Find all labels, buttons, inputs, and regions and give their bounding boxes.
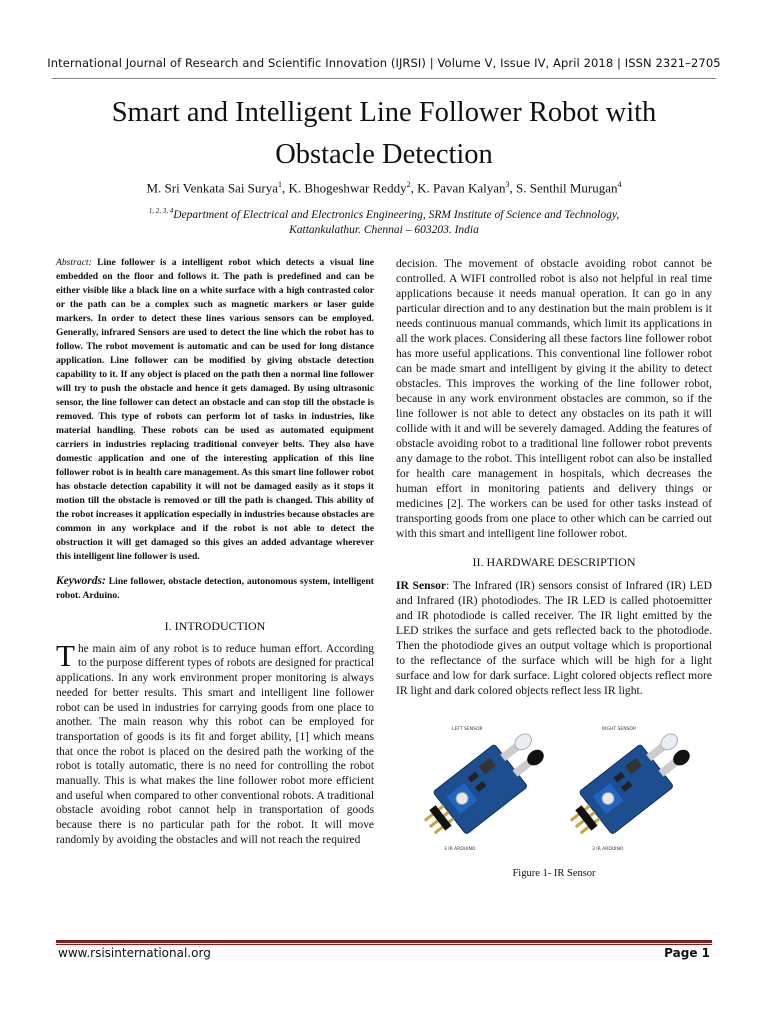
right-sensor-module [560, 724, 700, 850]
title-line-2: Obstacle Detection [275, 139, 493, 170]
left-column [56, 256, 374, 848]
footer-rule-thin [56, 944, 712, 945]
intro-dropcap: T [56, 637, 75, 673]
right-sensor-label: RIGHT SENSOR [602, 727, 637, 732]
author-2: K. Bhogeshwar Reddy [288, 180, 407, 196]
left-sensor-module [414, 724, 554, 850]
author-3: K. Pavan Kalyan [417, 180, 506, 196]
right-column [396, 256, 712, 881]
author-4: S. Senthil Murugan [516, 180, 618, 196]
right-sensor-pins: 3 IR ARDUINO [592, 847, 624, 852]
left-sensor-pins: 3 IR ARDUINO [444, 847, 476, 852]
intro-paragraph [56, 637, 374, 848]
abstract-lead: Abstract: [56, 257, 92, 268]
footer-url: www.rsisinternational.org [58, 946, 211, 960]
footer-rule-thick [56, 940, 712, 943]
hardware-heading: II. HARDWARE DESCRIPTION [472, 555, 636, 569]
abstract [56, 256, 374, 564]
ir-sensor-text: : The Infrared (IR) sensors consist of Infrared (IR) LED and Infrared (IR) photodiodes. The IR LED is called photoemitter and IR photodiode is called receiver. The IR light emitted by the LED strikes the surface and gets reflected back to the photodiode. Then the photodiode gives an output voltage which is proportional to the reflectance of the surface which will be high for a light surface and low for dark surface. Light colored objects reflect more IR light and dark colored objects reflect less IR light. [396, 579, 712, 697]
author-2-sup: 2 [406, 180, 411, 189]
authors: M. Sri Venkata Sai Surya$^1$, K. Bhogeshwar Reddy$^2$, K. Pavan Kalyan$^3$, S. Senthil Murugan$^4$ [146, 180, 622, 196]
affiliation [40, 204, 728, 238]
intro-heading: I. INTRODUCTION [164, 619, 266, 633]
paper-title [40, 92, 728, 176]
abstract-text: Line follower is a intelligent robot which detects a visual line embedded on the floor and follows it. The path is predefined and can be either visible like a black line on a white surface with a high contrasted color or the path can be a complex such as magnetic markers or laser guide markers. In order to detect these lines various sensors can be employed. Generally, infrared Sensors are used to detect the line which the robot has to follow. The robot movement is automatic and can be used for long distance application. Line follower can be modified by giving obstacle detection capability to it. If any object is placed on the path then a normal line follower will try to push the obstacle and hence it gets damaged. By using ultrasonic sensor, the line follower can detect an obstacle and can stop till the obstacle is removed. This type of robots can perform lot of tasks in industries, like material handling. These robots can be used as automated equipment carriers in industries replacing traditional conveyer belts. They also have domestic application and one of the interesting application of this line follower robot is in health care management. As this smart line follower robot has obstacle detection capability it will not be damaged easily as it stops it motion till the obstacle is removed or till the path is changed. This ability of the robot increases it application especially in industries because obstacles are common in any workplace and if the robot is not able to detect the obstruction it will get damaged so this gives an added advantage wherever this intelligent line follower is used. [56, 257, 374, 562]
ir-sensor-lead: IR Sensor [396, 579, 447, 592]
keywords-text: Line follower, obstacle detection, autonomous system, intelligent robot. Arduino. [56, 576, 374, 601]
figure-caption: Figure 1- IR Sensor [512, 868, 596, 879]
author-4-sup: 4 [617, 180, 622, 189]
header-rule [52, 78, 716, 79]
author-3-sup: 3 [505, 180, 510, 189]
author-1-sup: 1 [278, 180, 283, 189]
keywords [56, 574, 374, 603]
ir-sensor-paragraph [396, 578, 712, 698]
left-sensor-label: LEFT SENSOR [452, 727, 483, 732]
author-1: M. Sri Venkata Sai Surya [146, 180, 279, 196]
keywords-lead: Keywords: [56, 575, 106, 587]
right-paragraph-1: decision. The movement of obstacle avoiding robot cannot be controlled. A WIFI controlled robot is also not helpful in real time applications because it needs manual operation. It can go in any particular direction and to any destination but the main problem is it needs continuous manual commands, which limit its applications in all the work places. Considering all these factors line follower robot has more useful applications. This conventional line follower robot can be made smart and intelligent by giving it the ability to detect obstacles. This improves the working of the line follower robot, because in any work environment obstacles are common, so if the line follower is not able to detect any obstacles on its path it will collide with it and will be severely damaged. Adding the features of obstacle avoiding robot to a traditional line follower robot prevents any damage to the robot. This intelligent robot can also be installed for health care management in hospitals, which decreases the human effort in monitoring patients and delivery things or medicines [2]. The workers can be used for other tasks instead of transporting goods from one place to other which can be carried out with this smart and intelligent line follower robot. [396, 257, 712, 540]
title-line-1: Smart and Intelligent Line Follower Robot with [111, 97, 657, 128]
affiliation-line-1: Department of Electrical and Electronics Engineering, SRM Institute of Science and Technology, [173, 208, 620, 221]
ir-sensor-image [396, 714, 712, 860]
page-number: Page 1 [664, 946, 710, 960]
intro-text: he main aim of any robot is to reduce human effort. According to the purpose different types of robots are designed for practical applications. In any work environment proper monitoring is always needed for better results. This smart and intelligent line follower robot can be used in industries for carrying goods from one place to another. The main reason why this robot can be employed for transportation of goods is its fit and forget ability, [1] which means that once the robot is placed on the desired path the working of the robot is totally automatic, there is no need for controlling the robot manually. This is what makes the line follower robot more efficient and useful when compared to other conventional robots. A traditional obstacle avoiding robot cannot help in transportation of goods because there is no particular path for the robot. It will move randomly by avoiding the obstacles and will not reach the required [56, 642, 374, 846]
journal-header: International Journal of Research and Scientific Innovation (IJRSI) | Volume V, Issue IV, April 2018 | ISSN 2321–2705 [47, 56, 721, 70]
affiliation-sup: 1, 2, 3, 4 [148, 207, 174, 215]
affiliation-line-2: Kattankulathur. Chennai – 603203. India [289, 223, 479, 236]
ir-sensor-figure [396, 714, 712, 860]
